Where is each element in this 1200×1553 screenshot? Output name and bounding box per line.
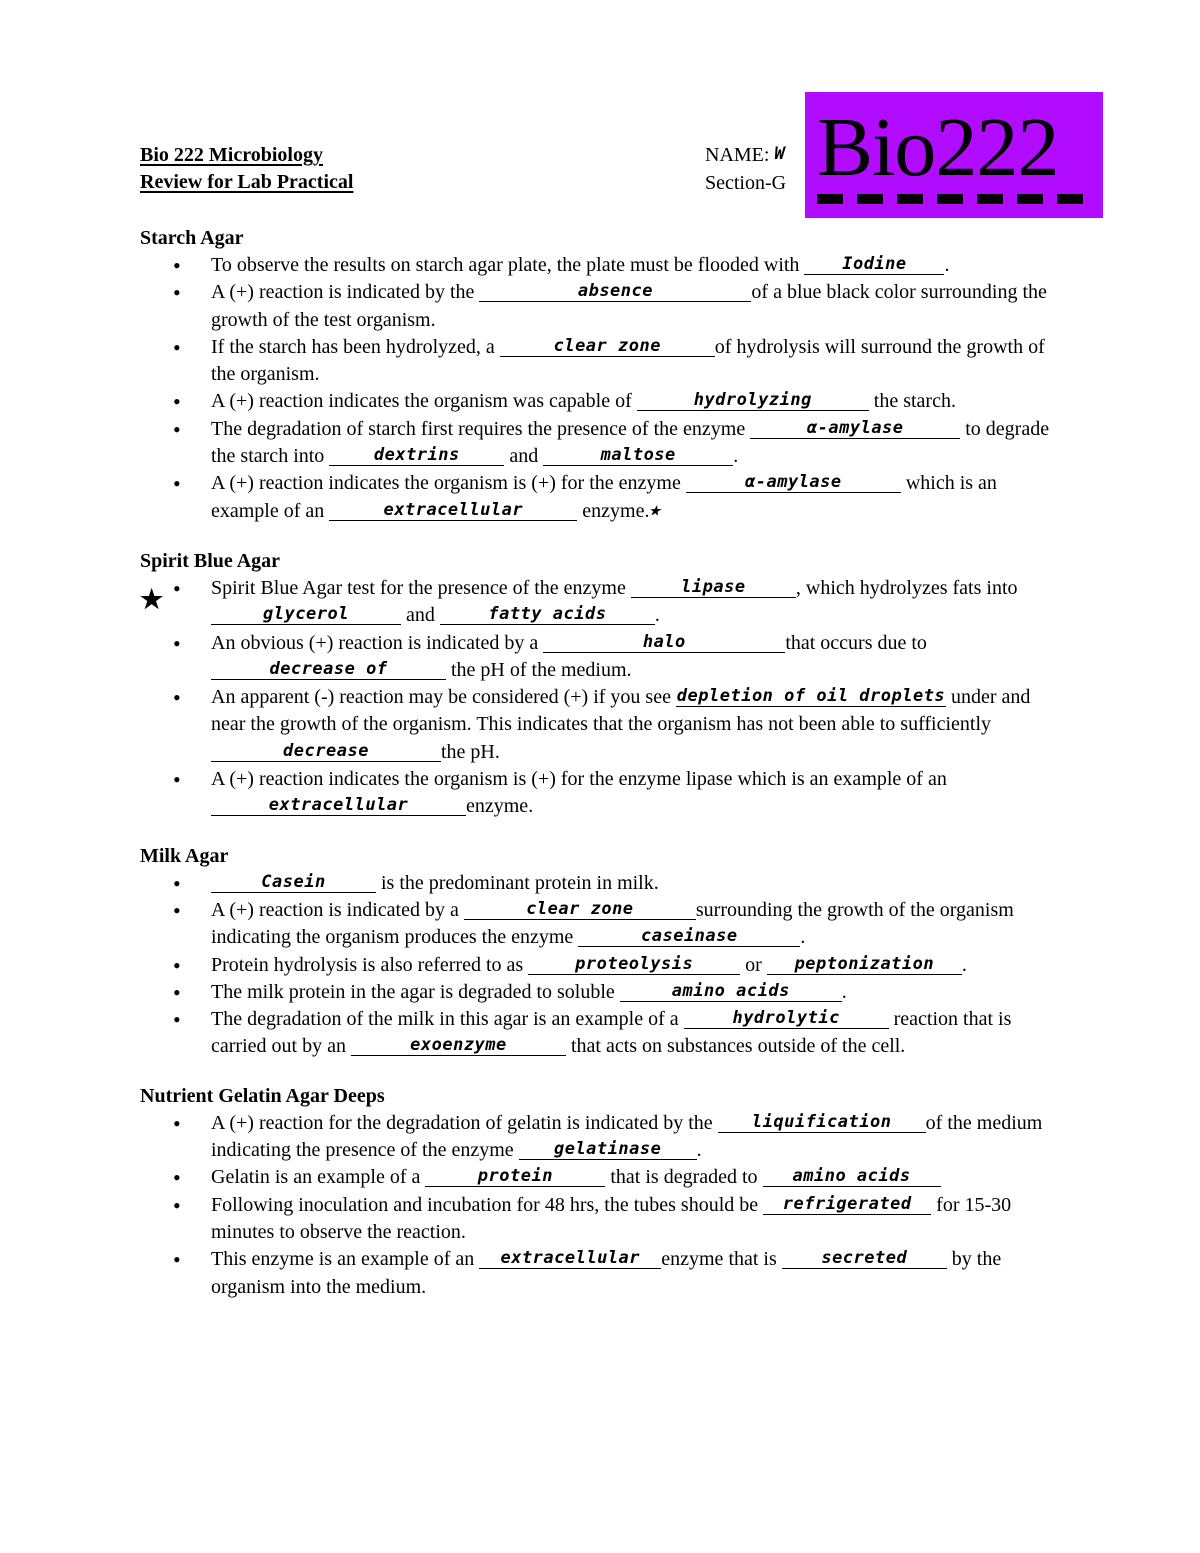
section-nutrient-gelatin-agar-deeps bbox=[140, 1082, 1065, 1301]
star-mark: ★ bbox=[140, 584, 164, 614]
answer-blank: clear zone bbox=[500, 334, 715, 357]
answer-blank: hydrolytic bbox=[684, 1006, 889, 1029]
name-label: NAME: bbox=[705, 144, 770, 166]
list-item: • Following inoculation and incubation for 48 hrs, the tubes should be refrigerated for 15-30 minutes to observe the reaction. bbox=[140, 1192, 1065, 1247]
list-item: • Gelatin is an example of a protein that is degraded to amino acids bbox=[140, 1164, 1065, 1191]
answer-blank: Iodine bbox=[804, 252, 944, 275]
list-item: • Casein is the predominant protein in milk. bbox=[140, 870, 1065, 897]
list-item: • Spirit Blue Agar test for the presence of the enzyme lipase , which hydrolyzes fats into glycerol and fatty acids . bbox=[140, 575, 1065, 630]
badge-dashes bbox=[817, 194, 1093, 204]
answer-blank: extracellular bbox=[329, 498, 577, 521]
answer-blank: exoenzyme bbox=[351, 1033, 566, 1056]
badge-text: Bio222 bbox=[817, 101, 1059, 194]
answer-blank: fatty acids bbox=[440, 602, 655, 625]
list-item: • An obvious (+) reaction is indicated by a halo that occurs due to decrease of the pH of the medium. bbox=[140, 630, 1065, 685]
answer-blank: α-amylase bbox=[686, 470, 901, 493]
section-title: Milk Agar bbox=[140, 844, 229, 867]
answer-blank: secreted bbox=[782, 1246, 947, 1269]
list-item: • The milk protein in the agar is degraded to soluble amino acids . bbox=[140, 979, 1065, 1006]
answer-blank: depletion of oil droplets bbox=[676, 686, 946, 707]
answer-blank: dextrins bbox=[329, 443, 504, 466]
star-mark: ★ bbox=[649, 499, 661, 520]
list-item: • A (+) reaction is indicated by a clear zone surrounding the growth of the organism indicating the organism produces the enzyme caseinase . bbox=[140, 897, 1065, 952]
list-item: • To observe the results on starch agar plate, the plate must be flooded with Iodine . bbox=[140, 252, 1065, 279]
answer-blank: absence bbox=[479, 279, 751, 302]
section-title: Starch Agar bbox=[140, 227, 244, 249]
answer-blank: lipase bbox=[631, 575, 796, 598]
answer-blank: amino acids bbox=[763, 1164, 941, 1187]
answer-blank: hydrolyzing bbox=[637, 388, 869, 411]
answer-blank: clear zone bbox=[464, 897, 696, 920]
list-item: • The degradation of starch first requires the presence of the enzyme α-amylase to degrade the starch into dextrins and maltose . bbox=[140, 416, 1065, 471]
bio222-badge bbox=[805, 92, 1103, 218]
list-item: • If the starch has been hydrolyzed, a clear zone of hydrolysis will surround the growth of the organism. bbox=[140, 334, 1065, 389]
list-item: • Protein hydrolysis is also referred to as proteolysis or peptonization . bbox=[140, 952, 1065, 979]
list-item: • An apparent (-) reaction may be considered (+) if you see depletion of oil droplets under and near the growth of the organism. This indicates that the organism has not been able to sufficiently decrease the pH. bbox=[140, 684, 1065, 766]
answer-blank: maltose bbox=[543, 443, 733, 466]
answer-blank: extracellular bbox=[211, 793, 466, 816]
worksheet-content bbox=[140, 224, 1065, 1301]
header-left bbox=[140, 142, 353, 196]
list-item: • A (+) reaction is indicated by the absence of a blue black color surrounding the growth of the test organism. bbox=[140, 279, 1065, 334]
answer-blank: liquification bbox=[718, 1110, 926, 1133]
answer-blank: glycerol bbox=[211, 602, 401, 625]
document-subtitle: Review for Lab Practical bbox=[140, 171, 354, 193]
answer-blank: extracellular bbox=[479, 1246, 661, 1269]
list-item: • A (+) reaction indicates the organism was capable of hydrolyzing the starch. bbox=[140, 388, 1065, 415]
answer-blank: decrease bbox=[211, 739, 441, 762]
list-item: • A (+) reaction for the degradation of gelatin is indicated by the liquification of the medium indicating the presence of the enzyme gelatinase . bbox=[140, 1110, 1065, 1165]
answer-blank: caseinase bbox=[578, 924, 800, 947]
course-title: Bio 222 Microbiology bbox=[140, 144, 323, 166]
answer-blank: peptonization bbox=[767, 952, 962, 975]
list-item: • A (+) reaction indicates the organism is (+) for the enzyme lipase which is an example of an extracellular enzyme. bbox=[140, 766, 1065, 821]
list-item: • A (+) reaction indicates the organism is (+) for the enzyme α-amylase which is an example of an extracellular enzyme.★ bbox=[140, 470, 1065, 526]
name-value: W bbox=[774, 144, 786, 164]
answer-blank: α-amylase bbox=[750, 416, 960, 439]
answer-blank: protein bbox=[425, 1164, 605, 1187]
answer-blank: decrease of bbox=[211, 657, 446, 680]
section-milk-agar bbox=[140, 842, 1065, 1061]
section-title: Nutrient Gelatin Agar Deeps bbox=[140, 1084, 385, 1107]
answer-blank: refrigerated bbox=[763, 1192, 931, 1215]
answer-blank: halo bbox=[543, 630, 785, 653]
answer-blank: proteolysis bbox=[528, 952, 740, 975]
section-label: Section-G bbox=[705, 172, 787, 194]
list-item: • This enzyme is an example of an extracellular enzyme that is secreted by the organism into the medium. bbox=[140, 1246, 1065, 1301]
list-item: • The degradation of the milk in this agar is an example of a hydrolytic reaction that is carried out by an exoenzyme that acts on substances outside of the cell. bbox=[140, 1006, 1065, 1061]
header-right bbox=[705, 142, 786, 197]
answer-blank: amino acids bbox=[620, 979, 842, 1002]
section-title: Spirit Blue Agar bbox=[140, 549, 281, 572]
section-starch-agar bbox=[140, 224, 1065, 526]
section-spirit-blue-agar bbox=[140, 547, 1065, 821]
answer-blank: Casein bbox=[211, 870, 376, 893]
answer-blank: gelatinase bbox=[519, 1137, 697, 1160]
